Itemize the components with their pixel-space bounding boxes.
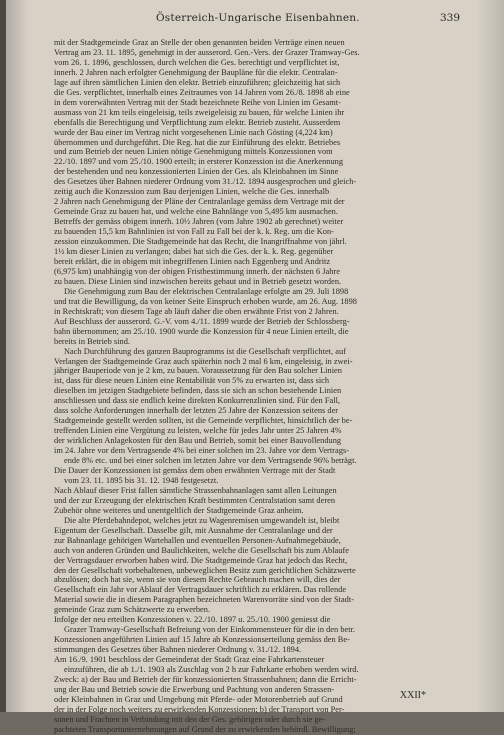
text-line: zession einzukommen. Die Stadtgemeinde hat das Recht, die Inangriffnahme von jährl.	[54, 237, 347, 247]
text-line: des Gesetzes über Bahnen niederer Ordnung vom 31./12. 1894 ausgesprochen und gleich-	[54, 177, 357, 187]
text-line: und der zur Erzeugung der elektrischen Kraft bestimmten Centralstation samt deren	[54, 495, 336, 505]
text-line: sonen und Frachten in Verbindung mit den der Ges. gehörigen oder durch sie ge-	[54, 714, 326, 724]
page-header	[6, 12, 504, 28]
text-line: im 24. Jahre vor dem Vertragsende 4% bei einer solchen im 23. Jahre vor dem Vertrags-	[54, 446, 349, 456]
text-line: 1½ km dieser Linien zu verlangen; dabei hat sich die Ges. der k. k. Reg. gegenüber	[54, 247, 334, 257]
text-line: der wirklichen Anlagekosten für den Bau und Betrieb, somit bei einer Bauvollendung	[54, 436, 342, 446]
text-line: der bestehenden und neu konzessionierten Linien der Ges. als Kleinbahnen im Sinne	[54, 167, 339, 177]
text-line: in Rechtskraft; von diesem Tage ab läuft daher die oben erwähnte Frist von 2 Jahren.	[54, 306, 339, 316]
text-line: Die Dauer der Konzessionen ist gemäss dem oben erwähnten Vertrage mit der Stadt	[54, 465, 336, 475]
text-line: übernommen und durchgeführt. Die Reg. hat die zur Einführung des elektr. Betriebes	[54, 137, 341, 147]
text-line: vom 26. 1. 1896, geschlossen, durch welchen die Ges. berechtigt und verpflichtet ist,	[54, 57, 340, 67]
text-line: bahn übernommen; am 25./10. 1900 wurde die Konzession für 4 neue Linien erteilt, die	[54, 326, 349, 336]
text-line: vom 23. 11. 1895 bis 31. 12. 1948 festgesetzt.	[64, 475, 219, 485]
text-line: Vertrag am 23. 11. 1895, genehmigt in der ausserord. Gen.-Vers. der Grazer Tramway-Ges.	[54, 47, 360, 57]
text-line: Nach Ablauf dieser Frist fallen sämtliche Strassenbahnanlagen samt allen Leitungen	[54, 485, 337, 495]
text-line: ist, dass für diese neuen Linien eine Rentabilität von 5% zu erwarten ist, dass sich	[54, 376, 330, 386]
text-line: einzuführen, die ab 1./1. 1903 als Zuschlag von 2 h zur Fahrkarte erhoben werden wird.	[64, 665, 359, 675]
signature-mark: XXII*	[399, 690, 426, 701]
text-line: dieselben im jetzigen Stadtgebiete befinden, dass sie sich an schon bestehende Linien	[54, 386, 342, 396]
text-line: Infolge der neu erteilten Konzessionen v. 22./10. 1897 u. 25./10. 1900 geniesst die	[54, 615, 331, 625]
text-line: Am 16./9. 1901 beschloss der Gemeinderat der Stadt Graz eine Fahrkartensteuer	[54, 655, 325, 665]
text-line: bereit erklärt, die in obigem mit inbegriffenen Linien nach Eggenberg und Andritz	[54, 256, 331, 266]
text-line: 22./10. 1897 und vom 25./10. 1900 erteilt; in ersterer Konzession ist die Anerkennung	[54, 157, 344, 167]
text-line: anschliessen und dass sie endlich keine direkten Konkurrenzlinien sind. Für den Fall,	[54, 396, 341, 406]
text-line: dass solche Anforderungen innerhalb der letzten 25 Jahre der Konzession seitens der	[54, 406, 339, 416]
text-line: Betreffs der gemäss obigem innerh. 10½ Jahren (vom Jahre 1902 ab gerechnet) weiter	[54, 217, 344, 227]
text-line: und trat die Bewilligung, da von keiner Seite Einspruch erhoben wurde, am 26. Aug. 1898	[54, 296, 357, 306]
text-line: mit der Stadtgemeinde Graz an Stelle der oben genannten beiden Verträge einen neuen	[54, 38, 345, 47]
text-line: Konzessionen angeführten Linien auf 15 Jahre ab Konzessionserteilung gemäss den Be-	[54, 635, 350, 645]
text-line: in dem vorerwähnten Vertrag mit der Stadt bezeichnete Reihe von Linien im Gesamt-	[54, 97, 341, 107]
text-line: Gesellschaft ein Jahr vor Ablauf der Vertragsdauer schriftlich zu erklären. Das rollende	[54, 585, 347, 595]
text-line: Nach Durchführung des ganzen Bauprogramms ist die Gesellschaft verpflichtet, auf	[64, 346, 346, 356]
text-line: die Ges. verpflichtet, innerhalb eines Zeitraumes von 14 Jahren vom 26./8. 1898 ab eine	[54, 87, 350, 97]
text-line: stimmungen des Gesetzes über Bahnen niederer Ordnung v. 31./12. 1894.	[54, 645, 302, 655]
page-number: 339	[439, 12, 460, 24]
text-line: den der Gesellschaft vorbehaltenen, unbeweglichen Besitz zum gerichtlichen Schätzwerte	[54, 565, 356, 575]
text-line: Grazer Tramway-Gesellschaft Befreiung von der Einkommensteuer für die in den betr.	[64, 625, 356, 635]
text-line: auch von anderen Gründen und Baulichkeiten, welche die Gesellschaft bis zum Ablaufe	[54, 545, 349, 555]
running-title: Österreich-Ungarische Eisenbahnen.	[156, 12, 360, 24]
text-line: Verlangen der Stadtgemeinde Graz auch späterhin noch 2 mal 6 km, eingeleisig, in zwei-	[54, 356, 353, 366]
text-line: innerh. 2 Jahren nach erfolgter Genehmigung der Baupläne für die elektr. Centralan-	[54, 67, 338, 77]
text-line: ung der Bau und Betrieb sowie die Erwerbung und Pachtung von anderen Strassen-	[54, 684, 335, 694]
text-line: zu bauenden 15,5 km Bahnlinien ist von Fall zu Fall bei der k. k. Reg. um die Kon-	[54, 227, 334, 237]
text-line: zur Bahnanlage gehörigen Wartehallen und eventuellen Personen-Aufnahmegebäude,	[54, 535, 341, 545]
document-page	[6, 0, 504, 734]
text-line: 2 Jahren nach Genehmigung der Pläne der Centralanlage gemäss dem Vertrage mit der	[54, 197, 345, 207]
text-line: Eigentum der Gesellschaft. Dasselbe gilt, mit Ausnahme der Centralanlage und der	[54, 525, 333, 535]
text-line: Die Genehmigung zum Bau der elektrischen Centralanlage erfolgte am 29. Juli 1898	[64, 286, 349, 296]
text-line: zu bauen. Diese Linien sind inzwischen bereits gebaut und in Betrieb gesetzt worden.	[54, 276, 342, 286]
text-line: Die alte Pferdebahndepot, welches jetzt zu Wagenremisen umgewandelt ist, bleibt	[64, 515, 340, 525]
text-line: der in der Folge noch weiters zu erwirkenden Konzessionen; b) der Transport von Per-	[54, 704, 345, 714]
text-line: lage auf ihren sämtlichen Linien den elektr. Betrieb einzuführen; gleichzeitig hat sich	[54, 77, 341, 87]
text-line: (6,975 km) unabhängig von der obigen Fristbestimmung innerh. der nächsten 6 Jahre	[54, 266, 340, 276]
text-line: treffenden Linien eine Vergütung zu leisten, welche für jedes Jahr unter 25 Jahren 4%	[54, 426, 342, 436]
text-line: und zum Betrieb der neuen Linien nötige Genehmigung mittels Konzessionen vom	[54, 147, 333, 157]
text-line: ausmass von 21 km teils eingeleisig, teils zweigeleisig zu bauen, für welche Linien ihr	[54, 107, 345, 117]
text-line: der Vertragsdauer erworben haben wird. Die Stadtgemeinde Graz hat jedoch das Recht,	[54, 555, 348, 565]
text-line: abzulösen; doch hat sie, wenn sie von diesem Rechte Gebrauch machen will, dies der	[54, 575, 341, 585]
text-line: Zubehör ohne weiteres und unentgeltlich der Stadtgemeinde Graz anheim.	[54, 505, 304, 515]
text-line: Zweck: a) der Bau und Betrieb der für konzessionierten Strassenbahnen; dann die Erricht-	[54, 675, 357, 684]
text-line: ebenfalls die Berechtigung und Verpflichtung zum elektr. Betrieb zusteht. Ausserdem	[54, 117, 341, 127]
text-line: ende 8% etc. und bei einer solchen im letzten Jahre vor dem Vertragsende 96% beträgt.	[64, 456, 357, 466]
text-line: pachteten Transportunternehmungen auf Grund der zu erwirkenden behördl. Bewilligung;	[54, 724, 356, 734]
text-line: jähriger Bauperiode von je 2 km, zu bauen. Voraussetzung für den Bau solcher Linien	[54, 366, 342, 376]
text-line: zeitig auch die Konzession zum Bau derjenigen Linien, welche die Ges. innerhalb	[54, 187, 330, 197]
text-line: wurde der Bau einer im Vertrag nicht vorgesehenen Linie nach Gösting (4,224 km)	[54, 127, 333, 137]
text-line: Stadtgemeinde gestellt werden sollten, ist die Gemeinde verpflichtet, hinsichtlich der be-	[54, 416, 353, 426]
text-line: bereits in Betrieb sind.	[54, 336, 131, 346]
text-line: oder Kleinbahnen in Graz und Umgebung mit Pferde- oder Motorenbetrieb auf Grund	[54, 694, 343, 704]
text-line: Material sowie die in diesem Paragraphen bezeichneten Warenvorräte sind von der Stadt-	[54, 595, 354, 605]
text-line: Auf Beschluss der ausserord. G.-V. vom 4./11. 1899 wurde der Betrieb der Schlossberg-	[54, 316, 350, 326]
text-line: gemeinde Graz zum Schätzwerte zu erwerben.	[54, 605, 211, 615]
text-line: Gemeinde Graz zu bauen hat, und welche eine Bahnlänge von 5,495 km ausmachen.	[54, 207, 338, 217]
